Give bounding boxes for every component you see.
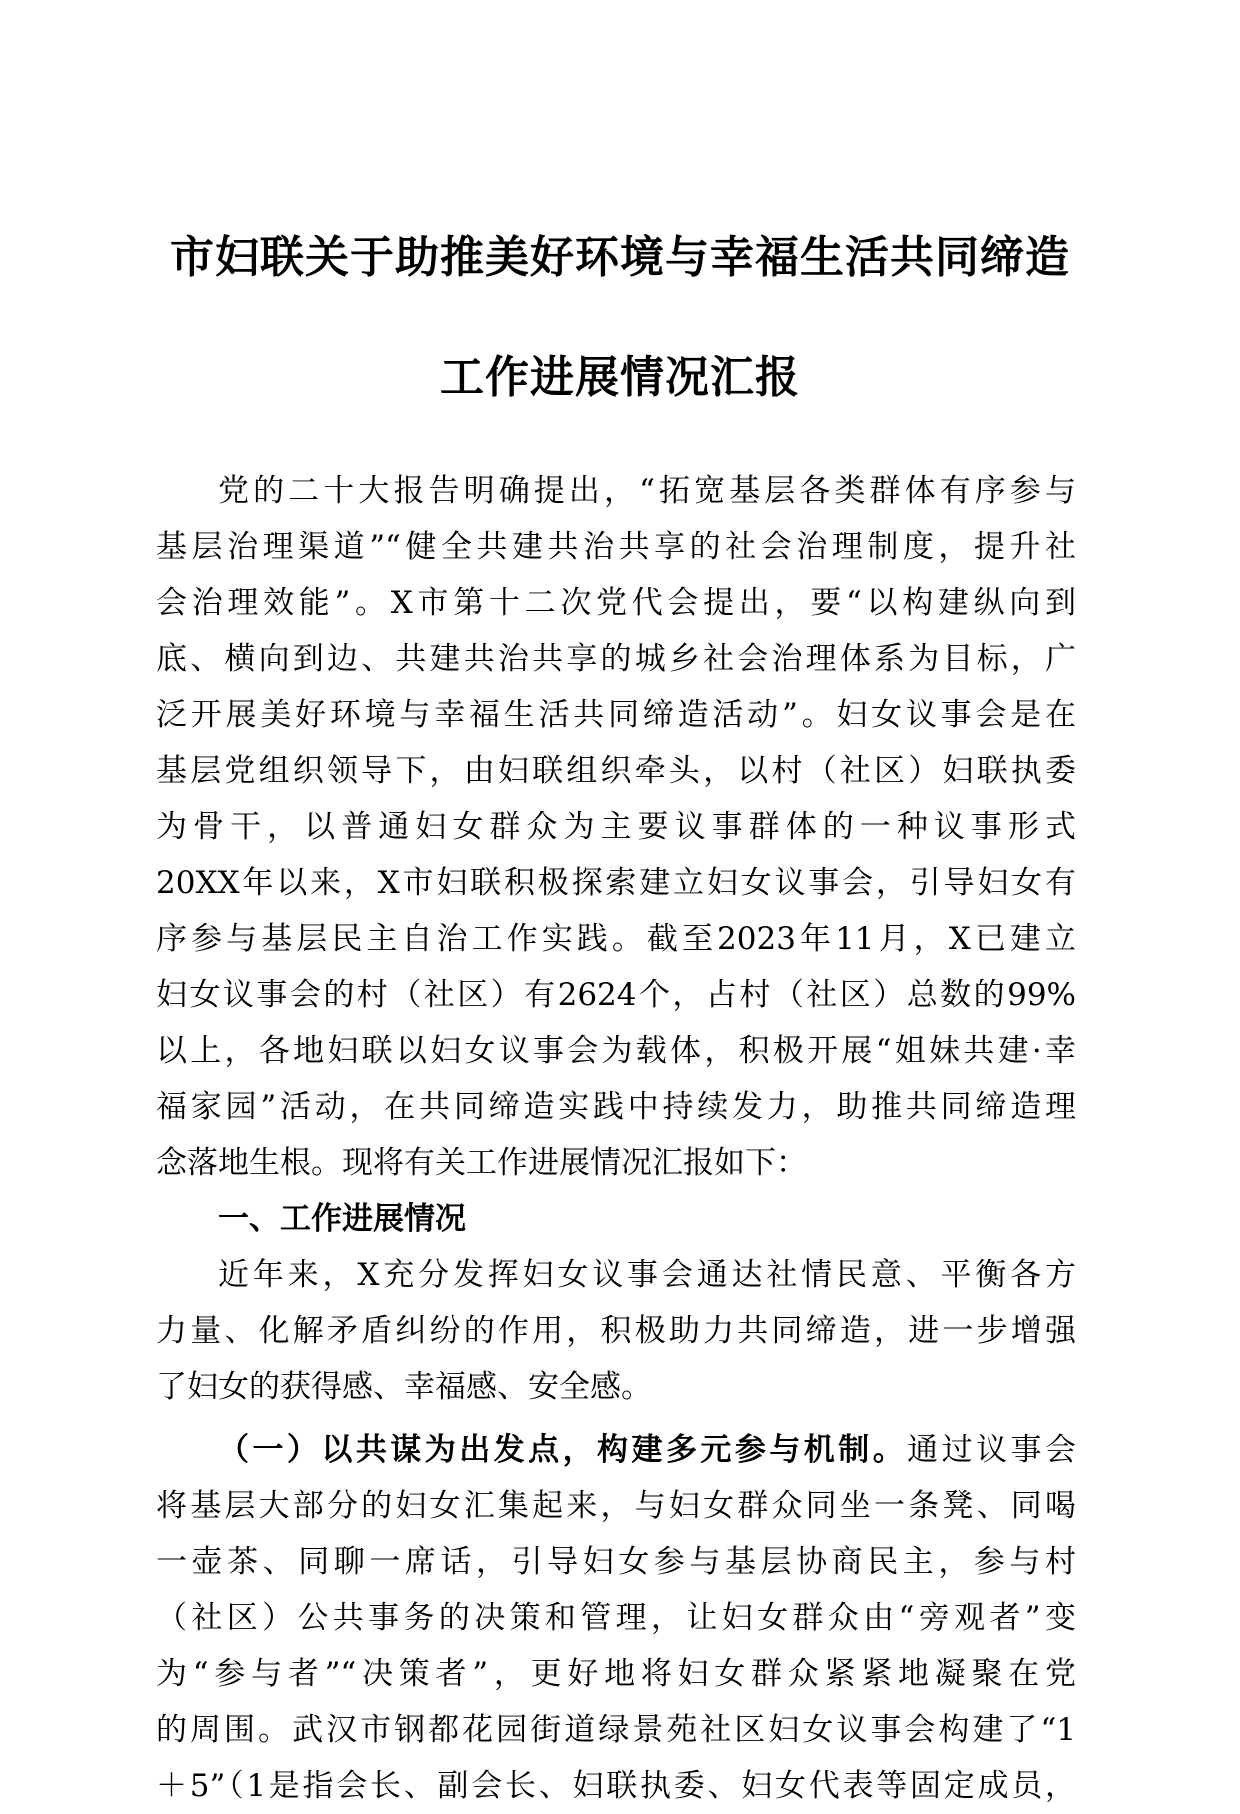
paragraph-1-line: 基层党组织领导下，由妇联组织牵头，以村（社区）妇联执委	[156, 753, 1076, 789]
paragraph-1-line: 泛开展美好环境与幸福生活共同缔造活动”。妇女议事会是在	[156, 697, 1076, 733]
document-title-line-1: 市妇联关于助推美好环境与幸福生活共同缔造	[170, 232, 1070, 283]
paragraph-1-line: 基层治理渠道”“健全共建共治共享的社会治理制度，提升社	[156, 529, 1076, 565]
paragraph-1-line: 妇女议事会的村（社区）有2624个，占村（社区）总数的99%	[156, 977, 1076, 1013]
paragraph-1-line: 念落地生根。现将有关工作进展情况汇报如下：	[156, 1145, 807, 1181]
document-title-line-2: 工作进展情况汇报	[440, 352, 800, 403]
paragraph-3-line: （社区）公共事务的决策和管理，让妇女群众由“旁观者”变	[156, 1600, 1076, 1636]
paragraph-3-line: 的周围。武汉市钢都花园街道绿景苑社区妇女议事会构建了“1	[156, 1712, 1076, 1748]
paragraph-3-line: ＋5”（1是指会长、副会长、妇联执委、妇女代表等固定成员，	[156, 1768, 1076, 1804]
paragraph-1-line: 会治理效能”。X市第十二次党代会提出，要“以构建纵向到	[156, 585, 1076, 621]
paragraph-2-line: 力量、化解矛盾纠纷的作用，积极助力共同缔造，进一步增强	[156, 1313, 1076, 1349]
paragraph-2-line: 近年来，X充分发挥妇女议事会通达社情民意、平衡各方	[218, 1257, 1076, 1293]
paragraph-3-line: 将基层大部分的妇女汇集起来，与妇女群众同坐一条凳、同喝	[156, 1488, 1076, 1524]
subsection-first-line	[218, 1422, 1076, 1478]
paragraph-1-line: 底、横向到边、共建共治共享的城乡社会治理体系为目标，广	[156, 641, 1076, 677]
section-heading: 一、工作进展情况	[218, 1201, 466, 1237]
paragraph-1-line: 序参与基层民主自治工作实践。截至2023年11月，X已建立	[156, 921, 1076, 957]
paragraph-1-line: 20XX年以来，X市妇联积极探索建立妇女议事会，引导妇女有	[156, 865, 1076, 901]
paragraph-3-line: 为“参与者”“决策者”，更好地将妇女群众紧紧地凝聚在党	[156, 1656, 1076, 1692]
paragraph-3-line: 一壶茶、同聊一席话，引导妇女参与基层协商民主，参与村	[156, 1544, 1076, 1580]
paragraph-1-line: 福家园”活动，在共同缔造实践中持续发力，助推共同缔造理	[156, 1089, 1076, 1125]
paragraph-2-line: 了妇女的获得感、幸福感、安全感。	[156, 1369, 652, 1405]
paragraph-1-line: 以上，各地妇联以妇女议事会为载体，积极开展“姐妹共建·幸	[156, 1033, 1076, 1069]
subsection-heading: （一）以共谋为出发点，构建多元参与机制。	[218, 1432, 908, 1468]
paragraph-1-line: 党的二十大报告明确提出，“拓宽基层各类群体有序参与	[218, 473, 1076, 509]
paragraph-1-line: 为骨干，以普通妇女群众为主要议事群体的一种议事形式	[156, 809, 1076, 845]
subsection-first-line-text: 通过议事会	[907, 1432, 1077, 1468]
